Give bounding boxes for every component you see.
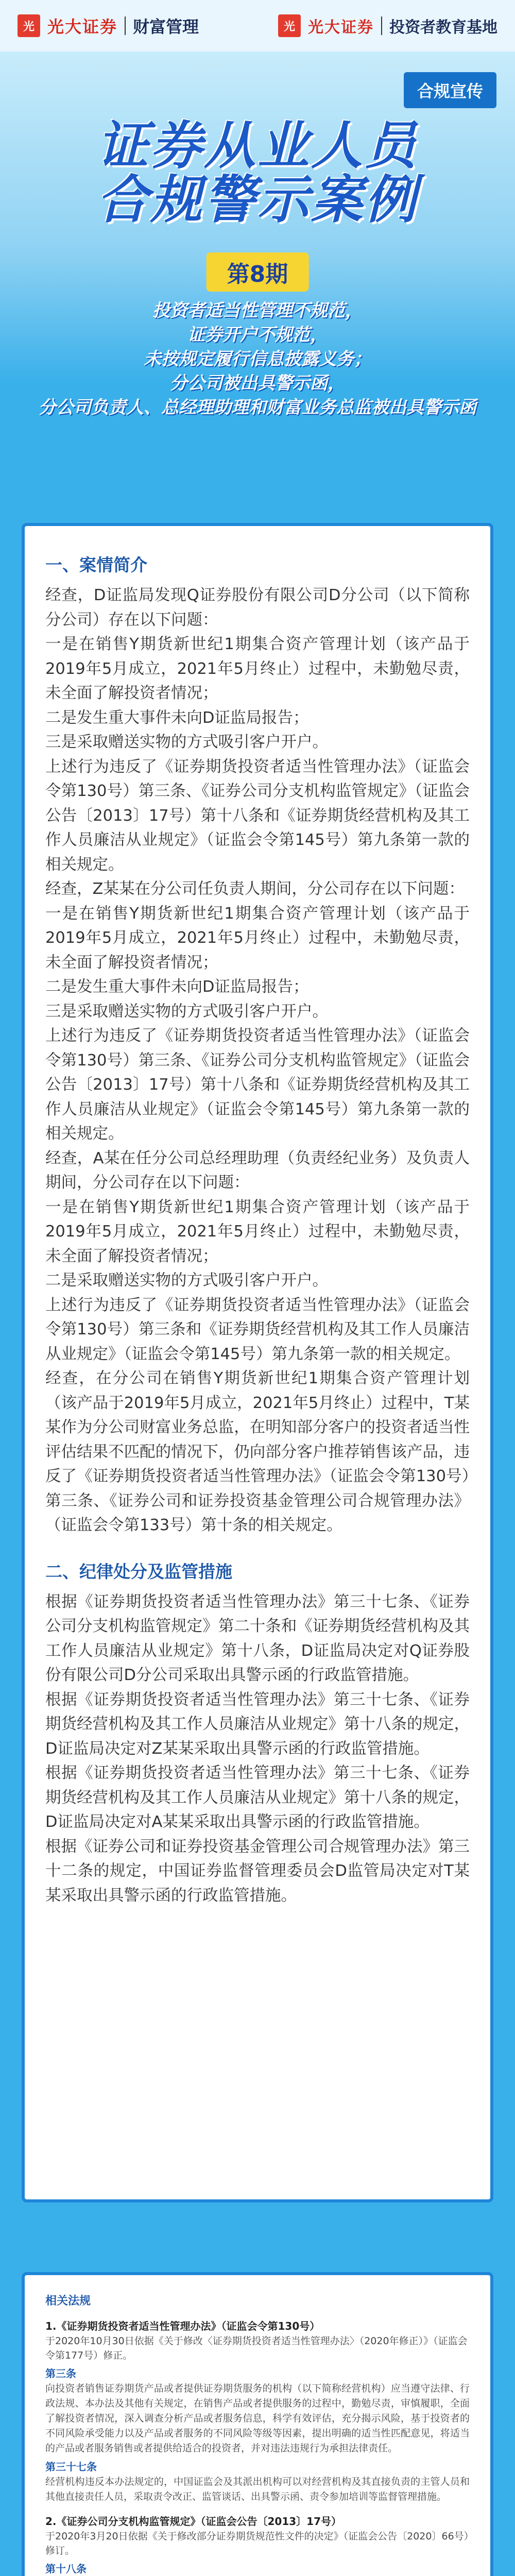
brand-tag: 财富管理 <box>133 17 199 37</box>
case-paragraph: 上述行为违反了《证券期货投资者适当性管理办法》（证监会令第130号）第三条、《证券公司分支机构监管规定》（证监会公告〔2013〕17号）第十八条和《证券期货经营机构及其工作人员廉洁从业规定》（证监会令第145号）第九条第一款的相关规定。 <box>45 1027 470 1143</box>
section-title: 二、纪律处分及监管措施 <box>45 1561 232 1582</box>
divider <box>125 16 126 35</box>
case-paragraph: 三是采取赠送实物的方式吸引客户开户。 <box>45 1002 328 1021</box>
law-article-number: 第十八条 <box>45 2563 87 2575</box>
measures-body <box>45 1590 470 1908</box>
logo-icon: 光 <box>278 14 301 37</box>
title-line-1: 证券从业人员 <box>97 115 418 176</box>
logo-icon: 光 <box>18 14 40 37</box>
section-title: 一、案情简介 <box>45 555 147 575</box>
law-article-number: 第三十七条 <box>45 2461 97 2473</box>
case-card <box>22 523 493 2202</box>
brand-name-right: 光大证券 <box>308 19 374 37</box>
laws-body <box>45 2318 470 2576</box>
case-paragraph: 上述行为违反了《证券期货投资者适当性管理办法》（证监会令第130号）第三条、《证券公司分支机构监管规定》（证监会公告〔2013〕17号）第十八条和《证券期货经营机构及其工作人员廉洁从业规定》（证监会令第145号）第九条第一款的相关规定。 <box>45 757 470 874</box>
case-paragraph: 经查，D证监局发现Q证券股份有限公司D分公司（以下简称分公司）存在以下问题： <box>45 586 470 629</box>
brand-right <box>278 14 497 37</box>
brand-name: 光大证券 <box>47 17 118 37</box>
law-article-number: 第三条 <box>45 2367 76 2380</box>
case-paragraph: 二是发生重大事件未向D证监局报告； <box>45 978 309 996</box>
case-paragraph: 上述行为违反了《证券期货投资者适当性管理办法》（证监会令第130号）第三条和《证券期货经营机构及其工作人员廉洁从业规定》（证监会令第145号）第九条第一款的相关规定。 <box>45 1296 470 1363</box>
hero-line: 分公司被出具警示函， <box>170 372 345 394</box>
measure-paragraph: 根据《证券公司和证券投资基金管理公司合规管理办法》第三十二条的规定，中国证券监督管理委员会D监管局决定对T某某采取出具警示函的行政监管措施。 <box>45 1837 470 1905</box>
law-article-text: 向投资者销售证券期货产品或者提供证券期货服务的机构（以下简称经营机构）应当遵守法律、行政法规、本办法及其他有关规定，在销售产品或者提供服务的过程中，勤勉尽责，审慎履职，全面了解投资者情况，深入调查分析产品或者服务信息，科学有效评估，充分揭示风险，基于投资者的不同风险承受能力以及产品或者服务的不同风险等级等因素，提出明确的适当性匹配意见，将适当的产品或者服务销售或者提供给适合的投资者，并对违法违规行为承担法律责任。 <box>45 2383 470 2454</box>
case-body <box>45 583 470 1538</box>
law-article-text: 经营机构违反本办法规定的，中国证监会及其派出机构可以对经营机构及其直接负责的主管人员和其他直接责任人员，采取责令改正、监管谈话、出具警示函、责令参加培训等监督管理措施。 <box>45 2476 470 2502</box>
law-note: 于2020年10月30日依据《关于修改〈证券期货投资者适当性管理办法〉（2020年修正）》（证监会令第177号）修正。 <box>45 2335 468 2361</box>
issue-badge: 第8期 <box>207 252 309 292</box>
top-bar <box>0 0 515 52</box>
law-note: 于2020年3月20日依据《关于修改部分证券期货规范性文件的决定》（证监会公告〔2020〕66号）修订。 <box>45 2531 469 2556</box>
divider <box>381 16 382 35</box>
title-line-2: 合规警示案例 <box>97 170 418 230</box>
laws-heading: 相关法规 <box>45 2295 91 2308</box>
case-paragraph: 三是采取赠送实物的方式吸引客户开户。 <box>45 733 328 751</box>
brand-left <box>18 14 199 38</box>
case-paragraph: 经查，在分公司在销售Y期货新世纪1期集合资产管理计划（该产品于2019年5月成立，2021年5月终止）过程中，T某某作为分公司财富业务总监，在明知部分客户的投资者适当性评估结果不匹配的情况下，仍向部分客户推荐销售该产品，违反了《证券期货投资者适当性管理办法》（证监会令第130号）第三条、《证券公司和证券投资基金管理公司合规管理办法》（证监会令第133号）第十条的相关规定。 <box>45 1369 470 1534</box>
case-paragraph: 二是采取赠送实物的方式吸引客户开户。 <box>45 1272 328 1290</box>
law-title: 2.《证券公司分支机构监管规定》（证监会公告〔2013〕17号） <box>45 2515 342 2528</box>
laws-card <box>22 2272 493 2576</box>
hero <box>0 52 515 418</box>
hero-title <box>0 115 515 230</box>
badge: 合规宣传 <box>404 72 496 108</box>
measure-paragraph: 根据《证券期货投资者适当性管理办法》第三十七条、《证券期货经营机构及其工作人员廉洁从业规定》第十八条的规定，D证监局决定对A某某采取出具警示函的行政监管措施。 <box>45 1764 470 1831</box>
hero-line: 分公司负责人、总经理助理和财富业务总监被出具警示函 <box>39 397 476 418</box>
hero-line: 投资者适当性管理不规范， <box>152 300 363 321</box>
case-paragraph: 经查，Z某某在分公司任负责人期间，分公司存在以下问题： <box>45 880 465 898</box>
measure-paragraph: 根据《证券期货投资者适当性管理办法》第三十七条、《证券公司分支机构监管规定》第二十条和《证券期货经营机构及其工作人员廉洁从业规定》第十八条，D证监局决定对Q证券股份有限公司D分公司采取出具警示函的行政监管措施。 <box>45 1592 470 1684</box>
case-paragraph: 一是在销售Y期货新世纪1期集合资产管理计划（该产品于2019年5月成立，2021年5月终止）过程中，未勤勉尽责，未全面了解投资者情况； <box>45 904 470 972</box>
hero-line: 证券开户不规范， <box>187 324 328 345</box>
case-paragraph: 一是在销售Y期货新世纪1期集合资产管理计划（该产品于2019年5月成立，2021年5月终止）过程中，未勤勉尽责，未全面了解投资者情况； <box>45 1198 470 1265</box>
law-title: 1.《证券期货投资者适当性管理办法》（证监会令第130号） <box>45 2320 320 2332</box>
hero-line: 未按规定履行信息披露义务； <box>144 348 371 369</box>
case-paragraph: 二是发生重大事件未向D证监局报告； <box>45 708 309 727</box>
case-paragraph: 一是在销售Y期货新世纪1期集合资产管理计划（该产品于2019年5月成立，2021年5月终止）过程中，未勤勉尽责，未全面了解投资者情况； <box>45 635 470 702</box>
brand-tag-right: 投资者教育基地 <box>389 19 497 37</box>
hero-subtitle <box>0 299 515 420</box>
measure-paragraph: 根据《证券期货投资者适当性管理办法》第三十七条、《证券期货经营机构及其工作人员廉洁从业规定》第十八条的规定，D证监局决定对Z某某采取出具警示函的行政监管措施。 <box>45 1690 470 1758</box>
case-paragraph: 经查，A某在任分公司总经理助理（负责经纪业务）及负责人期间，分公司存在以下问题： <box>45 1149 470 1192</box>
